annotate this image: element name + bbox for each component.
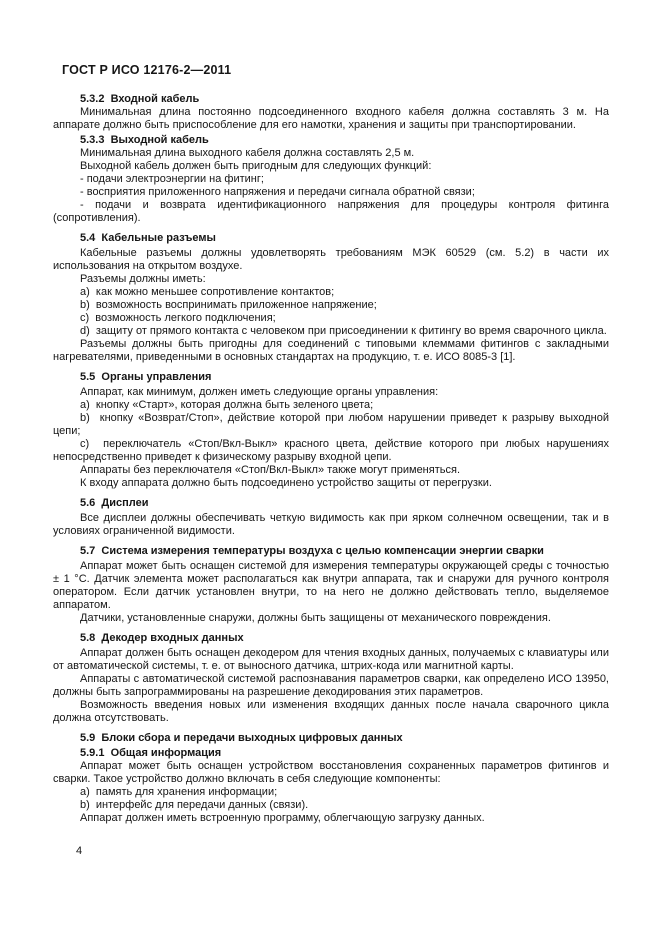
list-item: a) память для хранения информации;	[80, 786, 278, 798]
list-item: c) возможность легкого подключения;	[80, 312, 276, 324]
paragraph: Возможность введения новых или изменения входящих данных после начала сварочного цикла должна отсутствовать.	[53, 699, 613, 724]
list-item: c) переключатель «Стоп/Вкл-Выкл» красного цвета, действие которого при любых нарушениях непосредственно приведет к физическому разрыву входной цепи.	[53, 438, 613, 463]
list-item: b) возможность воспринимать приложенное напряжение;	[80, 299, 377, 311]
section-heading: 5.3.3 Выходной кабель	[80, 134, 209, 146]
paragraph: Аппараты с автоматической системой распознавания параметров сварки, как определено ИСО 13950, должны быть запрограммированы на разрешение декодирования этих параметров.	[53, 673, 613, 698]
page-number: 4	[76, 845, 83, 857]
paragraph: Аппарат может быть оснащен системой для измерения температуры окружающей среды с точностью ± 1 °С. Датчик элемента может располагаться как внутри аппарата, так и снаружи для ручного контроля оператором. Если датчик установлен внутри, то на него не должно действовать тепло, выделяемое аппаратом.	[53, 560, 613, 611]
list-item: - восприятия приложенного напряжения и передачи сигнала обратной связи;	[80, 186, 475, 198]
paragraph: Минимальная длина выходного кабеля должна составлять 2,5 м.	[80, 147, 415, 159]
section-heading: 5.6 Дисплеи	[80, 497, 149, 509]
section-heading: 5.5 Органы управления	[80, 371, 212, 383]
list-item: b) интерфейс для передачи данных (связи).	[80, 799, 309, 811]
paragraph: Разъемы должны иметь:	[80, 273, 206, 285]
paragraph: Аппарат, как минимум, должен иметь следующие органы управления:	[80, 386, 439, 398]
paragraph: Кабельные разъемы должны удовлетворять требованиям МЭК 60529 (см. 5.2) в части их использования на открытом воздухе.	[53, 247, 613, 272]
section-heading: 5.7 Система измерения температуры воздуха с целью компенсации энергии сварки	[80, 545, 544, 557]
paragraph: Аппараты без переключателя «Стоп/Вкл-Выкл» также могут применяться.	[80, 464, 460, 476]
list-item: - подачи и возврата идентификационного напряжения для процедуры контроля фитинга (сопротивления).	[53, 199, 613, 224]
list-item: d) защиту от прямого контакта с человеком при присоединении к фитингу во время сварочного цикла.	[80, 325, 607, 337]
paragraph: Выходной кабель должен быть пригодным для следующих функций:	[80, 160, 432, 172]
paragraph: Аппарат должен быть оснащен декодером для чтения входных данных, получаемых с клавиатуры или от автоматической системы, т. е. от выносного датчика, штрих-кода или магнитной карты.	[53, 647, 613, 672]
section-heading: 5.9 Блоки сбора и передачи выходных цифровых данных	[80, 732, 403, 744]
document-body	[53, 91, 613, 825]
list-item: b) кнопку «Возврат/Стоп», действие которой при любом нарушении приведет к разрыву выходной цепи;	[53, 412, 613, 437]
list-item: a) как можно меньшее сопротивление контактов;	[80, 286, 335, 298]
running-header: ГОСТ Р ИСО 12176-2—2011	[62, 63, 232, 77]
section-heading: 5.4 Кабельные разъемы	[80, 232, 216, 244]
list-item: a) кнопку «Старт», которая должна быть зеленого цвета;	[80, 399, 374, 411]
paragraph: Разъемы должны быть пригодны для соединений с типовыми клеммами фитингов с закладными нагревателями, приведенными в основных стандартах на продукцию, т. е. ИСО 8085-3 [1].	[53, 338, 613, 363]
section-heading: 5.9.1 Общая информация	[80, 747, 222, 759]
paragraph: Аппарат должен иметь встроенную программу, облегчающую загрузку данных.	[80, 812, 485, 824]
section-heading: 5.8 Декодер входных данных	[80, 632, 244, 644]
section-heading: 5.3.2 Входной кабель	[80, 93, 200, 105]
paragraph: Все дисплеи должны обеспечивать четкую видимость как при ярком солнечном освещении, так и в условиях ограниченной видимости.	[53, 512, 613, 537]
paragraph: К входу аппарата должно быть подсоединено устройство защиты от перегрузки.	[80, 477, 492, 489]
paragraph: Аппарат может быть оснащен устройством восстановления сохраненных параметров фитингов и сварки. Такое устройство должно включать в себя следующие компоненты:	[53, 760, 613, 785]
paragraph: Минимальная длина постоянно подсоединенного входного кабеля должна составлять 3 м. На аппарате должно быть приспособление для его намотки, хранения и защиты при транспортировании.	[53, 106, 613, 131]
list-item: - подачи электроэнергии на фитинг;	[80, 173, 264, 185]
paragraph: Датчики, установленные снаружи, должны быть защищены от механического повреждения.	[80, 612, 551, 624]
